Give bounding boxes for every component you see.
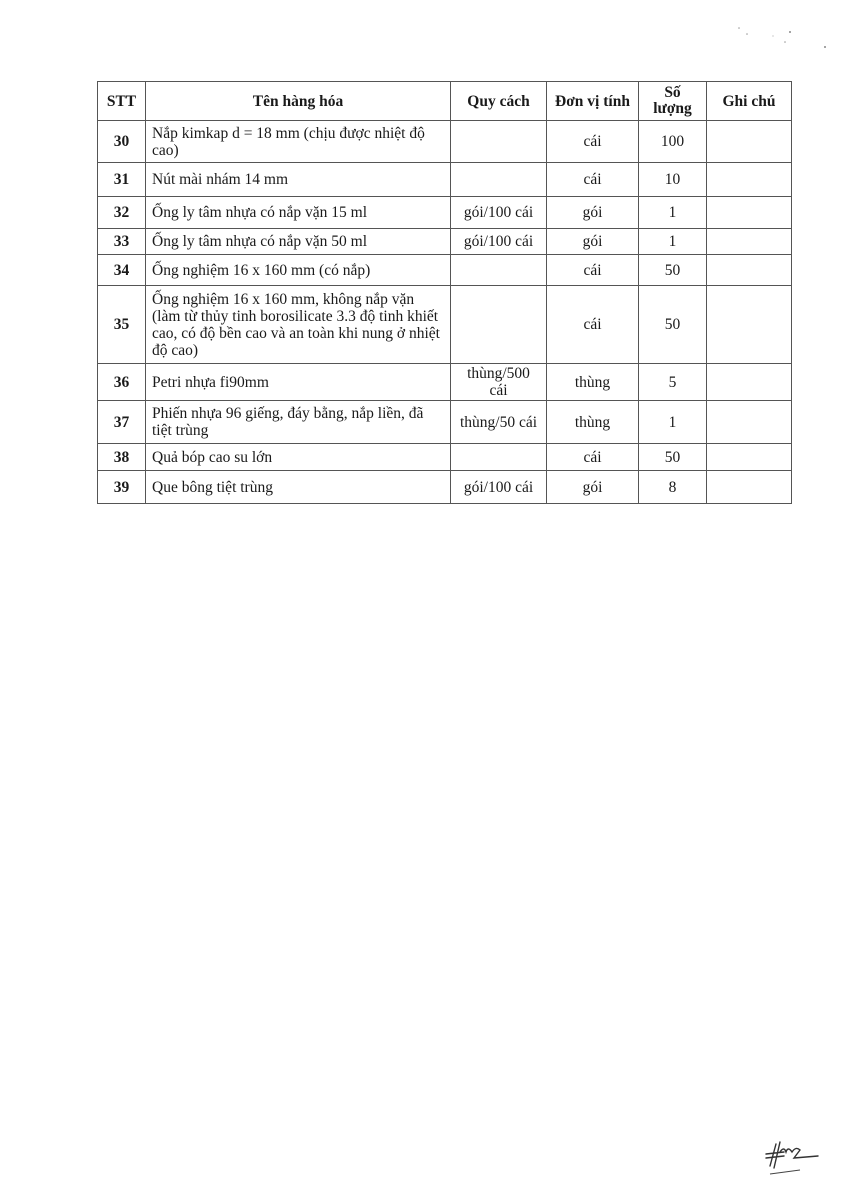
cell-stt: 34 (98, 255, 146, 286)
cell-qty: 100 (639, 121, 707, 163)
cell-unit: cái (547, 286, 639, 364)
cell-spec (451, 286, 547, 364)
table-row (98, 471, 792, 504)
cell-qty: 8 (639, 471, 707, 504)
cell-spec: gói/100 cái (451, 229, 547, 255)
table-row (98, 255, 792, 286)
header-note: Ghi chú (707, 82, 792, 121)
cell-note (707, 255, 792, 286)
cell-spec (451, 121, 547, 163)
cell-spec: gói/100 cái (451, 471, 547, 504)
cell-stt: 36 (98, 364, 146, 401)
table-row (98, 197, 792, 229)
cell-name: Ống nghiệm 16 x 160 mm, không nắp vặn (làm từ thủy tinh borosilicate 3.3 độ tinh khiết cao, có độ bền cao và an toàn khi nung ở nhiệt độ cao) (146, 286, 451, 364)
cell-stt: 39 (98, 471, 146, 504)
cell-name: Petri nhựa fi90mm (146, 364, 451, 401)
scan-specks (735, 22, 835, 62)
cell-name: Ống ly tâm nhựa có nắp vặn 50 ml (146, 229, 451, 255)
header-stt: STT (98, 82, 146, 121)
header-qty-line2: lượng (653, 100, 692, 117)
cell-spec (451, 163, 547, 197)
cell-spec: gói/100 cái (451, 197, 547, 229)
table-row (98, 163, 792, 197)
goods-table (97, 81, 792, 504)
cell-unit: thùng (547, 401, 639, 444)
header-name: Tên hàng hóa (146, 82, 451, 121)
cell-stt: 31 (98, 163, 146, 197)
table-row (98, 229, 792, 255)
header-unit: Đơn vị tính (547, 82, 639, 121)
cell-name: Que bông tiệt trùng (146, 471, 451, 504)
cell-spec (451, 444, 547, 471)
cell-qty: 50 (639, 444, 707, 471)
cell-qty: 1 (639, 401, 707, 444)
cell-unit: gói (547, 229, 639, 255)
cell-qty: 5 (639, 364, 707, 401)
cell-stt: 32 (98, 197, 146, 229)
cell-stt: 38 (98, 444, 146, 471)
cell-note (707, 163, 792, 197)
cell-unit: cái (547, 121, 639, 163)
cell-spec: thùng/500 cái (451, 364, 547, 401)
header-spec: Quy cách (451, 82, 547, 121)
cell-spec (451, 255, 547, 286)
table-row (98, 364, 792, 401)
cell-name: Nắp kimkap d = 18 mm (chịu được nhiệt độ cao) (146, 121, 451, 163)
cell-unit: thùng (547, 364, 639, 401)
table-row (98, 444, 792, 471)
cell-stt: 35 (98, 286, 146, 364)
header-qty-line1: Số (664, 84, 681, 101)
table-row (98, 286, 792, 364)
cell-unit: gói (547, 197, 639, 229)
table-row (98, 121, 792, 163)
cell-stt: 30 (98, 121, 146, 163)
cell-note (707, 286, 792, 364)
cell-qty: 10 (639, 163, 707, 197)
cell-note (707, 471, 792, 504)
cell-qty: 1 (639, 229, 707, 255)
cell-note (707, 444, 792, 471)
cell-name: Quả bóp cao su lớn (146, 444, 451, 471)
cell-unit: cái (547, 255, 639, 286)
cell-spec: thùng/50 cái (451, 401, 547, 444)
cell-note (707, 197, 792, 229)
cell-note (707, 401, 792, 444)
cell-stt: 33 (98, 229, 146, 255)
signature-initials-icon (760, 1138, 820, 1178)
cell-name: Ống ly tâm nhựa có nắp vặn 15 ml (146, 197, 451, 229)
cell-note (707, 364, 792, 401)
table-row (98, 401, 792, 444)
cell-unit: cái (547, 444, 639, 471)
cell-unit: gói (547, 471, 639, 504)
cell-name: Ống nghiệm 16 x 160 mm (có nắp) (146, 255, 451, 286)
cell-qty: 50 (639, 286, 707, 364)
cell-note (707, 229, 792, 255)
cell-unit: cái (547, 163, 639, 197)
cell-stt: 37 (98, 401, 146, 444)
cell-name: Nút mài nhám 14 mm (146, 163, 451, 197)
cell-qty: 50 (639, 255, 707, 286)
cell-note (707, 121, 792, 163)
header-qty (639, 82, 707, 121)
table-header-row (98, 82, 792, 121)
cell-name: Phiến nhựa 96 giếng, đáy bằng, nắp liền, đã tiệt trùng (146, 401, 451, 444)
cell-qty: 1 (639, 197, 707, 229)
